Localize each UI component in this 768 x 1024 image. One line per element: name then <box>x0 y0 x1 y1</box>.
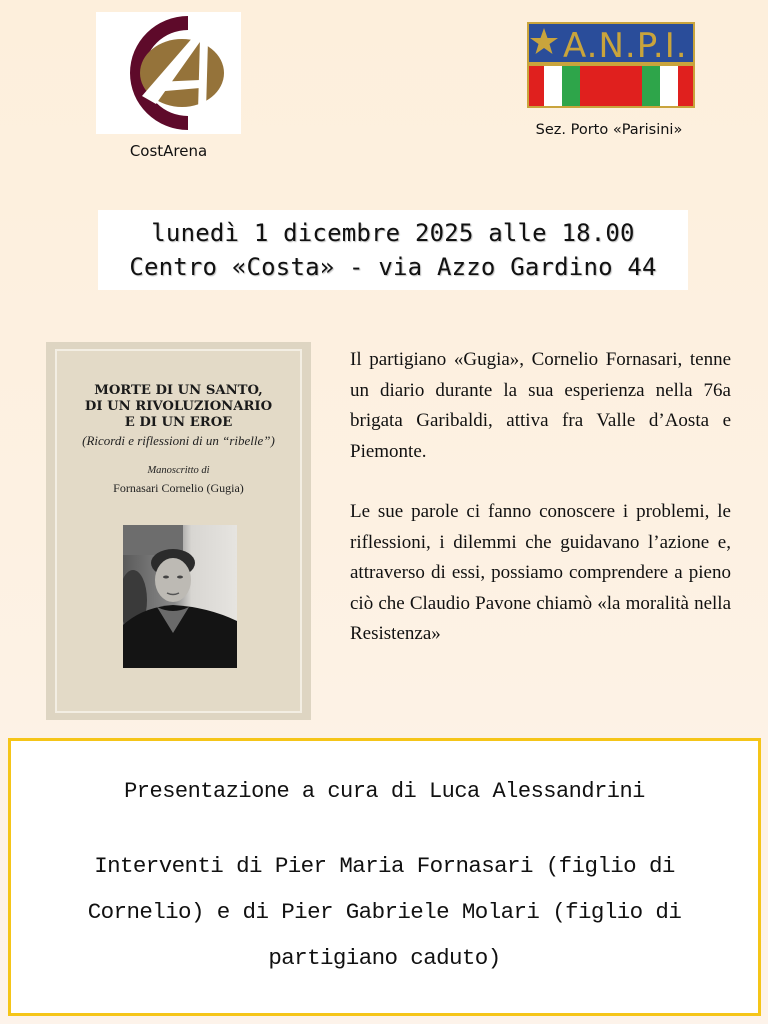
book-title <box>57 383 300 431</box>
speakers-box <box>8 738 761 1016</box>
anpi-text: A.N.P.I. <box>563 26 688 66</box>
book-manuscript-author: Fornasari Cornelio (Gugia) <box>113 481 244 495</box>
anpi-flag-icon <box>527 22 695 108</box>
costarena-logo <box>96 12 241 134</box>
description-paragraph: Il partigiano «Gugia», Cornelio Fornasari, tenne un diario durante la sua esperienza nella 76a brigata Garibaldi, attiva fra Valle d’Aosta e Piemonte. <box>350 349 731 462</box>
event-info-box <box>98 210 688 290</box>
costarena-logo-icon <box>96 12 241 134</box>
book-title-line: E DI UN EROE <box>124 415 233 430</box>
book-subtitle: (Ricordi e riflessioni di un “ribelle”) <box>82 433 275 448</box>
portrait-photo-icon <box>123 525 237 668</box>
anpi-caption: Sez. Porto «Parisini» <box>535 122 683 138</box>
event-place: Centro «Costa» - via Azzo Gardino 44 <box>129 253 657 281</box>
interventions-line: Interventi di Pier Maria Fornasari (figlio di Cornelio) e di Pier Gabriele Molari (figlio di partigiano caduto) <box>87 853 682 971</box>
event-date: lunedì 1 dicembre 2025 alle 18.00 <box>151 219 635 247</box>
costarena-caption: CostArena <box>129 142 208 160</box>
book-title-line: DI UN RIVOLUZIONARIO <box>84 399 273 414</box>
book-cover-frame <box>55 349 302 713</box>
description-paragraph: Le sue parole ci fanno conoscere i problemi, le riflessioni, i dilemmi che guidavano l’azione e, attraverso di essi, possiamo comprendere a pieno ciò che Claudio Pavone chiamò «la moralità nella Resistenza» <box>350 501 731 644</box>
book-manuscript-label: Manoscritto di <box>147 465 210 476</box>
book-title-line: MORTE DI UN SANTO, <box>94 383 263 398</box>
anpi-logo <box>527 22 695 108</box>
event-description <box>350 345 731 650</box>
presenter-line: Presentazione a cura di Luca Alessandrini <box>124 779 645 804</box>
book-cover <box>46 342 311 720</box>
portrait-photo <box>123 525 237 668</box>
